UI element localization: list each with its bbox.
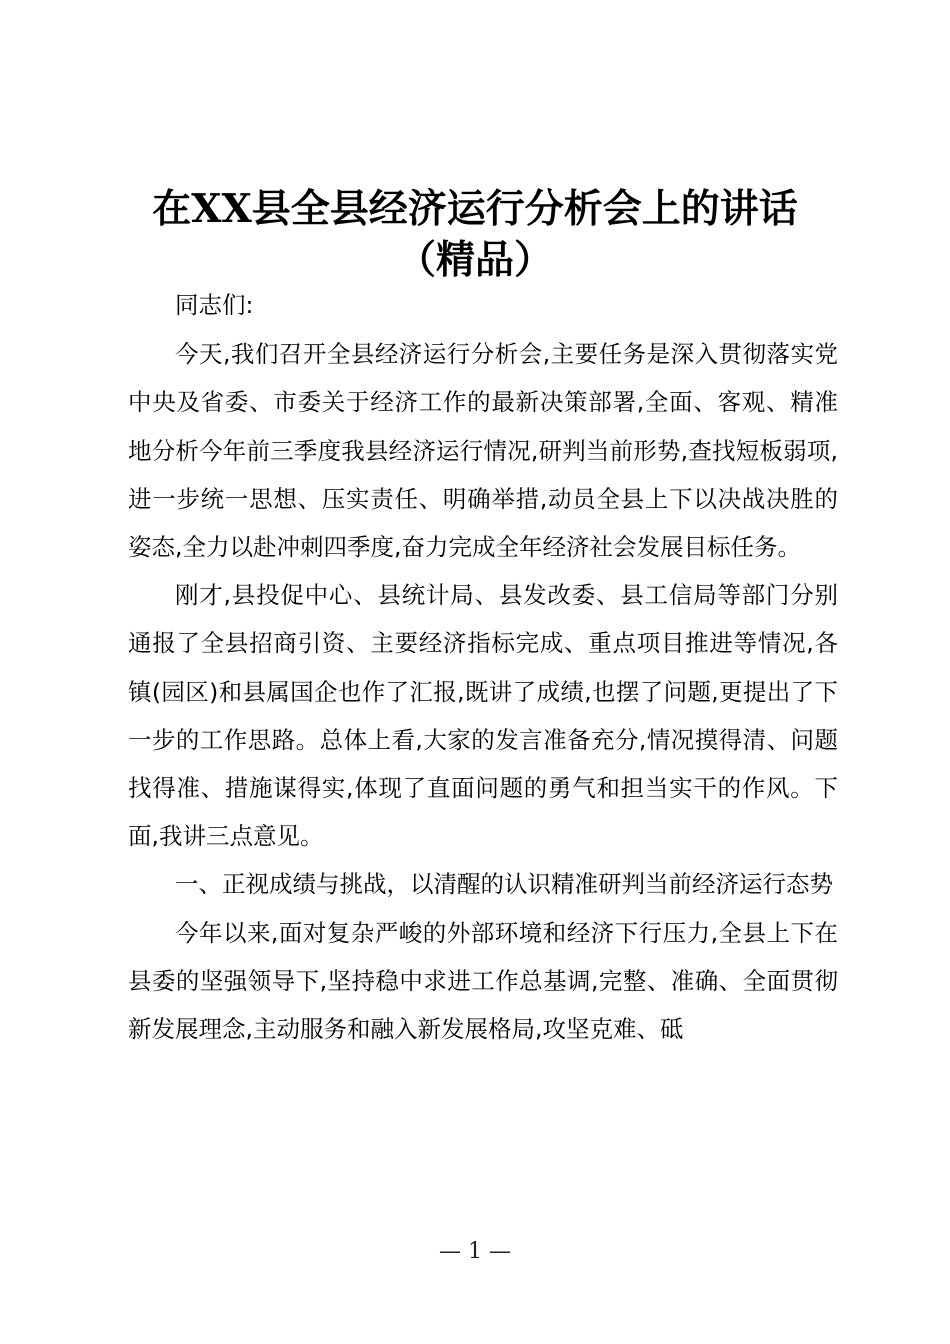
document-title: 在XX县全县经济运行分析会上的讲话 <box>152 186 798 232</box>
salutation: 同志们: <box>175 291 254 319</box>
paragraph-summary: 刚才,县投促中心、县统计局、县发改委、县工信局等部门分别通报了全县招商引资、主要经济指标完成、重点项目推进等情况,各镇(园区)和县属国企也作了汇报,既讲了成绩,也摆了问题,更提出了下一步的工作思路。总体上看,大家的发言准备充分,情况摸得清、问题找得准、措施谋得实,体现了直面问题的勇气和担当实干的作风。下面,我讲三点意见。 <box>128 581 838 851</box>
page-number: — 1 — <box>439 1239 511 1264</box>
document-subtitle: （精品） <box>396 237 553 283</box>
document-body <box>128 281 838 1053</box>
paragraph-section-one: 今年以来,面对复杂严峻的外部环境和经济下行压力,全县上下在县委的坚强领导下,坚持稳中求进工作总基调,完整、准确、全面贯彻新发展理念,主动服务和融入新发展格局,攻坚克难、砥 <box>128 918 838 1044</box>
section-heading: 一、正视成绩与挑战，以清醒的认识精准研判当前经济运行态势 <box>175 870 833 899</box>
paragraph-intro: 今天,我们召开全县经济运行分析会,主要任务是深入贯彻落实党中央及省委、市委关于经济工作的最新决策部署,全面、客观、精准地分析今年前三季度我县经济运行情况,研判当前形势,查找短板弱项,进一步统一思想、压实责任、明确举措,动员全县上下以决战决胜的姿态,全力以赴冲刺四季度,奋力完成全年经济社会发展目标任务。 <box>128 340 838 562</box>
